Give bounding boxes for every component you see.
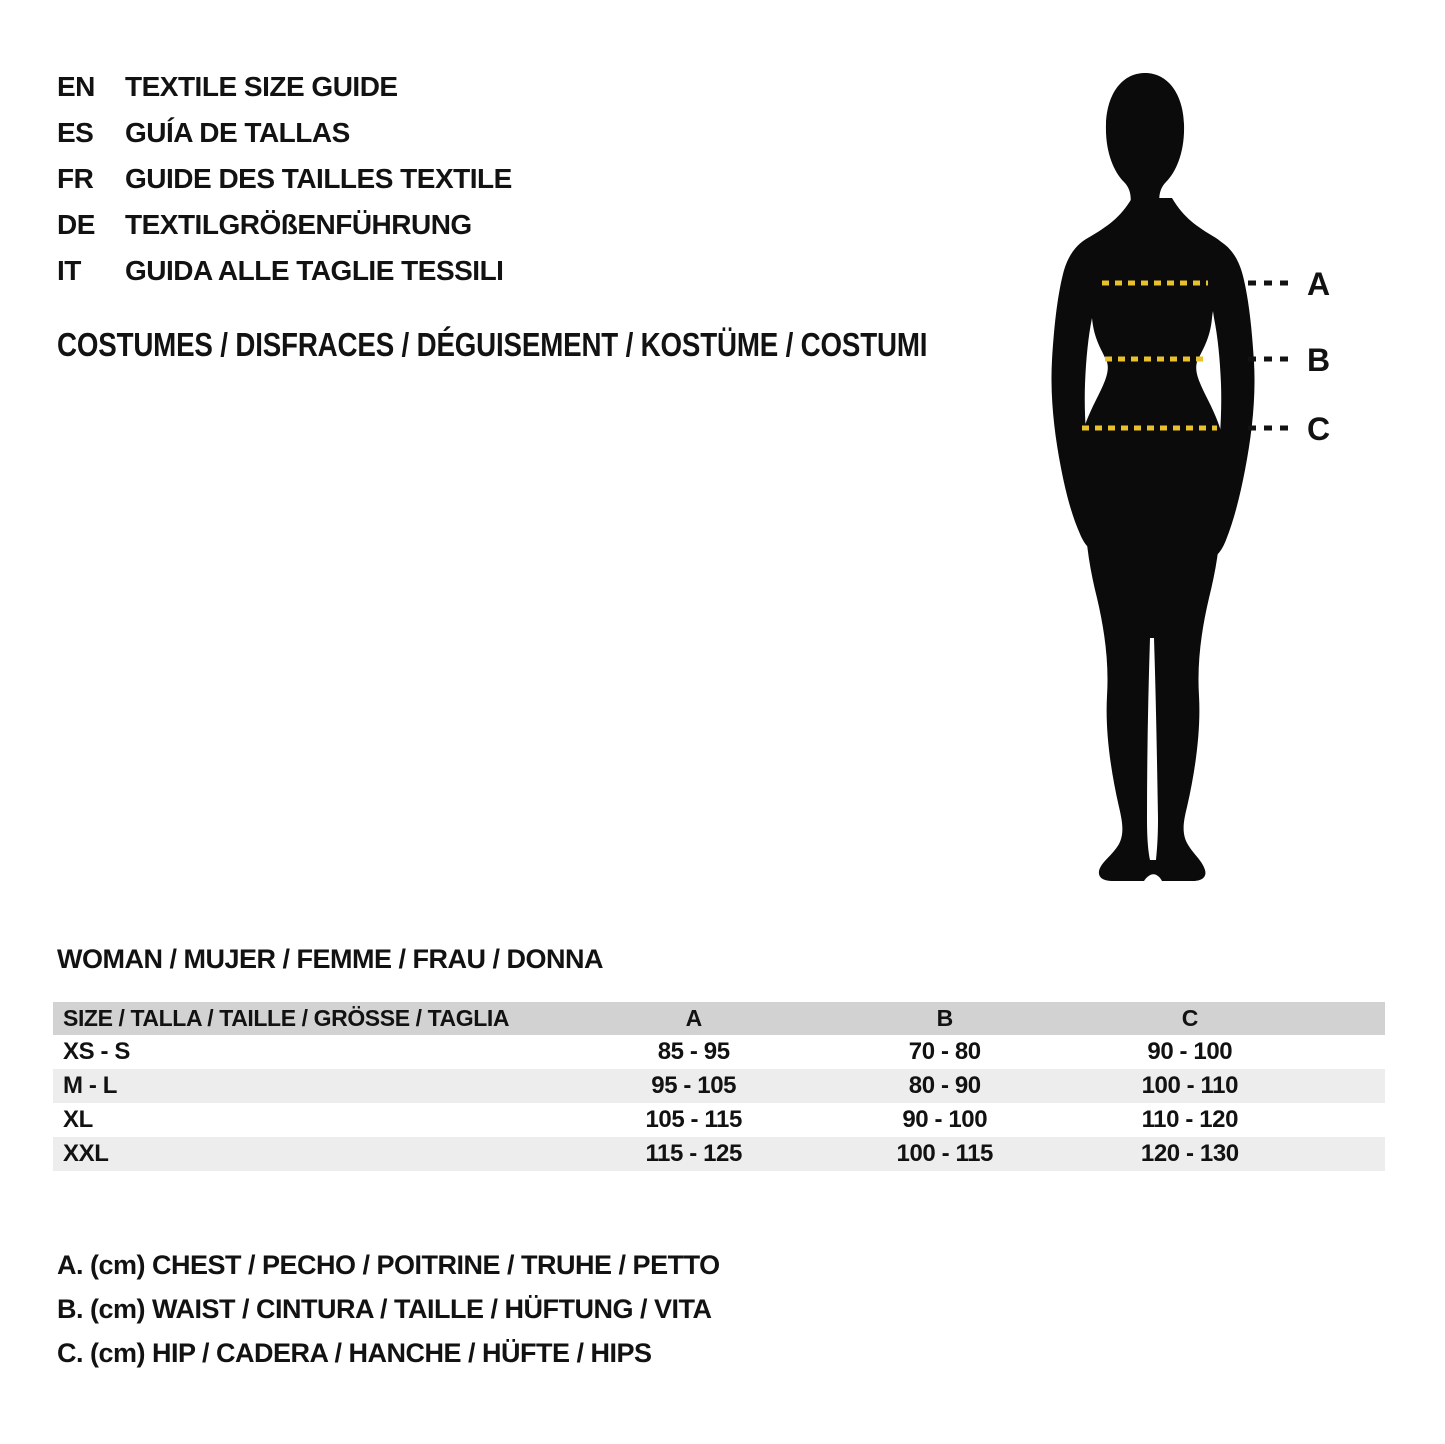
guide-title-fr: GUIDE DES TAILLES TEXTILE <box>125 163 512 194</box>
column-header-a: A <box>685 1005 702 1031</box>
language-row-en <box>57 64 512 110</box>
size-cell: M - L <box>63 1072 117 1099</box>
chest-range-cell: 85 - 95 <box>657 1038 730 1065</box>
size-cell: XS - S <box>63 1038 130 1065</box>
language-row-it <box>57 248 512 294</box>
guide-title-es: GUÍA DE TALLAS <box>125 117 350 148</box>
table-row-xl <box>53 1103 1385 1137</box>
column-header-c: C <box>1181 1005 1198 1031</box>
legend-chest: A. (cm) CHEST / PECHO / POITRINE / TRUHE / PETTO <box>57 1250 720 1280</box>
category-heading: COSTUMES / DISFRACES / DÉGUISEMENT / KOSTÜME / COSTUMI <box>57 326 928 363</box>
size-cell: XXL <box>63 1140 109 1167</box>
table-row-xxl <box>53 1137 1385 1171</box>
hip-range-cell: 120 - 130 <box>1140 1140 1239 1167</box>
guide-title-de: TEXTILGRÖßENFÜHRUNG <box>125 209 472 240</box>
chest-range-cell: 95 - 105 <box>651 1072 737 1099</box>
hip-range-cell: 100 - 110 <box>1141 1072 1239 1099</box>
woman-silhouette-diagram <box>1000 50 1445 930</box>
language-row-de <box>57 202 512 248</box>
waist-range-cell: 80 - 90 <box>908 1072 981 1099</box>
size-column-header: SIZE / TALLA / TAILLE / GRÖSSE / TAGLIA <box>63 1005 510 1031</box>
waist-range-cell: 70 - 80 <box>908 1038 981 1065</box>
silhouette-head <box>1106 73 1184 208</box>
guide-title-it: GUIDA ALLE TAGLIE TESSILI <box>125 255 504 286</box>
language-guide-list <box>57 64 512 294</box>
chest-range-cell: 115 - 125 <box>645 1140 742 1167</box>
size-cell: XL <box>63 1106 93 1133</box>
language-code: ES <box>57 117 94 148</box>
table-row-xs-s <box>53 1035 1385 1069</box>
language-code: IT <box>57 255 81 286</box>
column-header-b: B <box>936 1005 953 1031</box>
legend-waist: B. (cm) WAIST / CINTURA / TAILLE / HÜFTUNG / VITA <box>57 1294 712 1324</box>
marker-label-b: B <box>1307 342 1331 378</box>
marker-label-c: C <box>1307 411 1331 447</box>
section-heading-woman: WOMAN / MUJER / FEMME / FRAU / DONNA <box>57 944 603 974</box>
language-code: EN <box>57 71 95 102</box>
waist-range-cell: 100 - 115 <box>896 1140 993 1167</box>
hip-range-cell: 90 - 100 <box>1147 1038 1233 1065</box>
measurement-legend <box>57 1243 720 1375</box>
legend-hip: C. (cm) HIP / CADERA / HANCHE / HÜFTE / HIPS <box>57 1338 652 1368</box>
guide-title-en: TEXTILE SIZE GUIDE <box>125 71 398 102</box>
language-code: FR <box>57 163 94 194</box>
marker-label-a: A <box>1307 266 1331 302</box>
hip-range-cell: 110 - 120 <box>1141 1106 1239 1133</box>
measurement-figure <box>1000 50 1445 930</box>
table-row-m-l <box>53 1069 1385 1103</box>
language-code: DE <box>57 209 95 240</box>
waist-range-cell: 90 - 100 <box>902 1106 988 1133</box>
silhouette-torso <box>1077 198 1226 508</box>
language-row-fr <box>57 156 512 202</box>
chest-range-cell: 105 - 115 <box>645 1106 742 1133</box>
size-table-header-row <box>53 1002 1385 1035</box>
size-table <box>53 1002 1385 1171</box>
language-row-es <box>57 110 512 156</box>
